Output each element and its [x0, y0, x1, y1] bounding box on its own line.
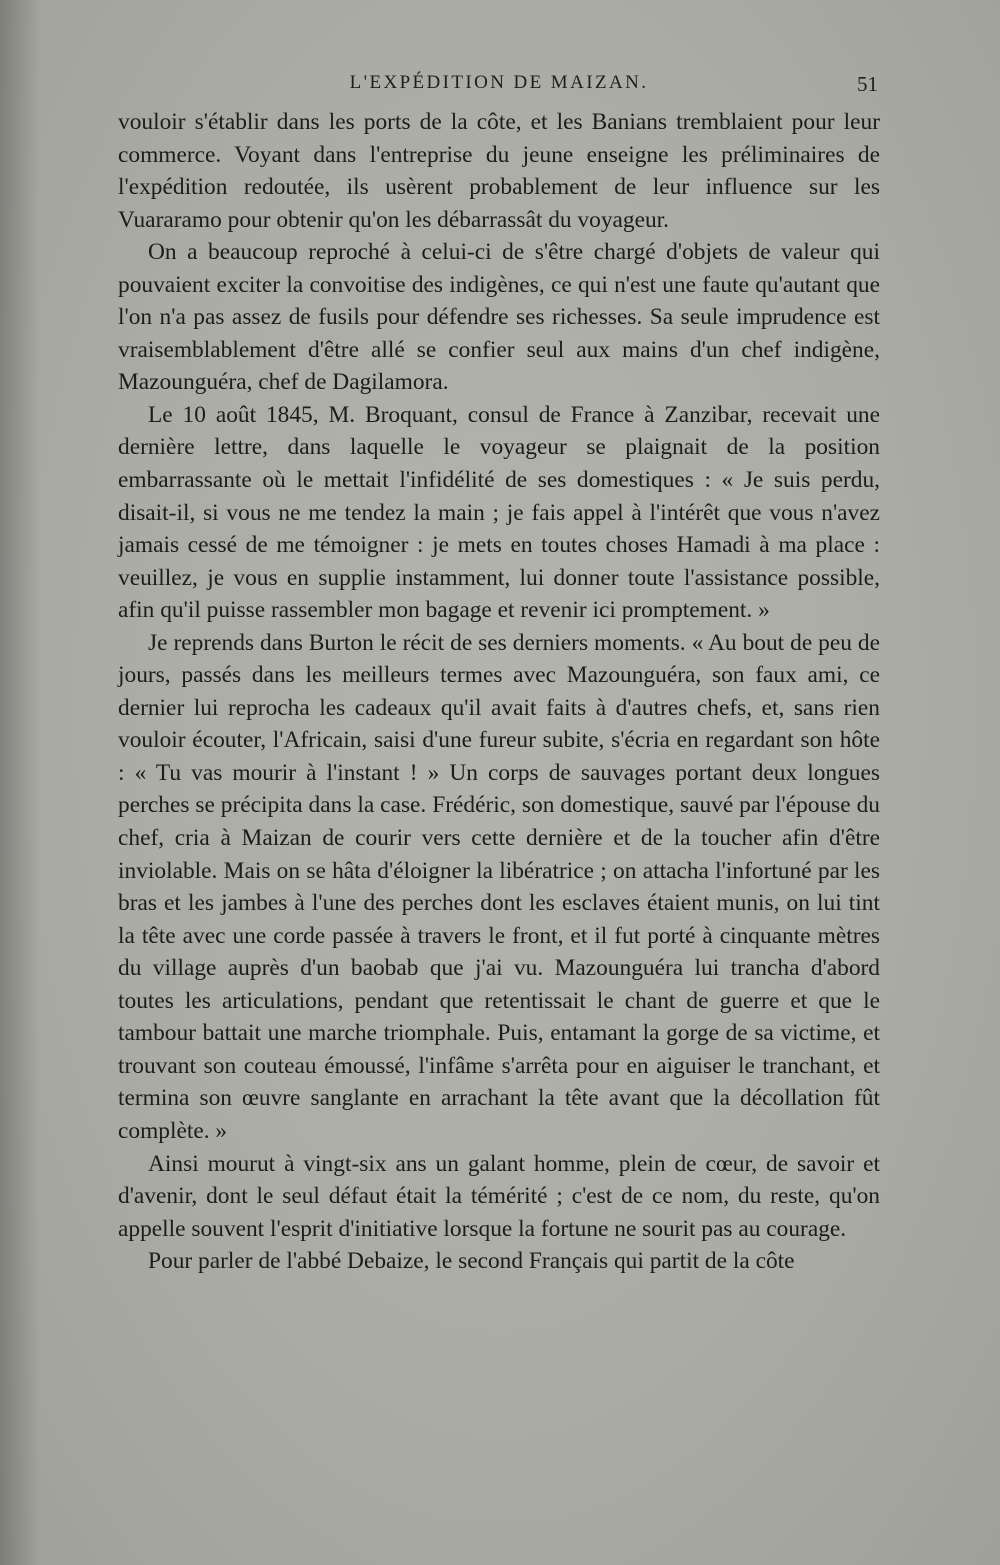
paragraph: Je reprends dans Burton le récit de ses derniers moments. « Au bout de peu de jours, passés dans les meilleurs termes avec Mazounguéra, son faux ami, ce dernier lui reprocha les cadeaux qu'il avait faits à d'autres chefs, et, sans rien vouloir écouter, l'Africain, saisi d'une fureur subite, s'écria en regardant son hôte : « Tu vas mourir à l'instant ! » Un corps de sauvages portant deux longues perches se précipita dans la case. Frédéric, son domestique, sauvé par l'épouse du chef, cria à Maizan de courir vers cette dernière et de la toucher afin d'être inviolable. Mais on se hâta d'éloigner la libératrice ; on attacha l'infortuné par les bras et les jambes à l'une des perches dont les esclaves étaient munis, on lui tint la tête avec une corde passée à travers le front, et il fut porté à cinquante mètres du village auprès d'un baobab que j'ai vu. Mazounguéra lui trancha d'abord toutes les articulations, pendant que retentissait le chant de guerre et que le tambour battait une marche triomphale. Puis, entamant la gorge de sa victime, et trouvant son couteau émoussé, l'infâme s'arrêta pour en aiguiser le tranchant, et termina son œuvre sanglante en arrachant la tête avant que la décollation fût complète. » — [118, 629, 880, 1144]
page-number: 51 — [857, 72, 878, 96]
running-title: L'EXPÉDITION DE MAIZAN. — [349, 72, 649, 93]
paragraph: On a beaucoup reproché à celui-ci de s'être chargé d'objets de valeur qui pouvaient exciter la convoitise des indigènes, ce qui n'est une faute qu'autant que l'on n'a pas assez de fusils pour défendre ses richesses. Sa seule imprudence est vraisemblablement d'être allé se confier seul aux mains d'un chef indigène, Mazounguéra, chef de Dagilamora. — [118, 239, 880, 396]
body-text — [118, 106, 880, 1278]
paragraph-continued: vouloir s'établir dans les ports de la côte, et les Banians tremblaient pour leur commerce. Voyant dans l'entreprise du jeune enseigne les préliminaires de l'expédition redoutée, ils usèrent probablement de leur influence sur les Vuararamo pour obtenir qu'on les débarrassât du voyageur. — [118, 109, 880, 233]
paragraph: Pour parler de l'abbé Debaize, le second Français qui partit de la côte — [148, 1248, 795, 1275]
paragraph: Ainsi mourut à vingt-six ans un galant homme, plein de cœur, de savoir et d'avenir, dont le seul défaut était la témérité ; c'est de ce nom, du reste, qu'on appelle souvent l'esprit d'initiative lorsque la fortune ne sourit pas au courage. — [118, 1150, 880, 1242]
running-header — [118, 72, 880, 102]
page-gutter-shadow — [0, 0, 40, 1565]
paragraph: Le 10 août 1845, M. Broquant, consul de France à Zanzibar, recevait une dernière lettre, dans laquelle le voyageur se plaignait de la position embarrassante où le mettait l'infidélité de ses domestiques : « Je suis perdu, disait-il, si vous ne me tendez la main ; je fais appel à l'intérêt que vous n'avez jamais cessé de me témoigner : je mets en toutes choses Hamadi à ma place : veuillez, je vous en supplie instamment, lui donner toute l'assistance possible, afin qu'il puisse rassembler mon bagage et revenir ici promptement. » — [118, 401, 880, 624]
